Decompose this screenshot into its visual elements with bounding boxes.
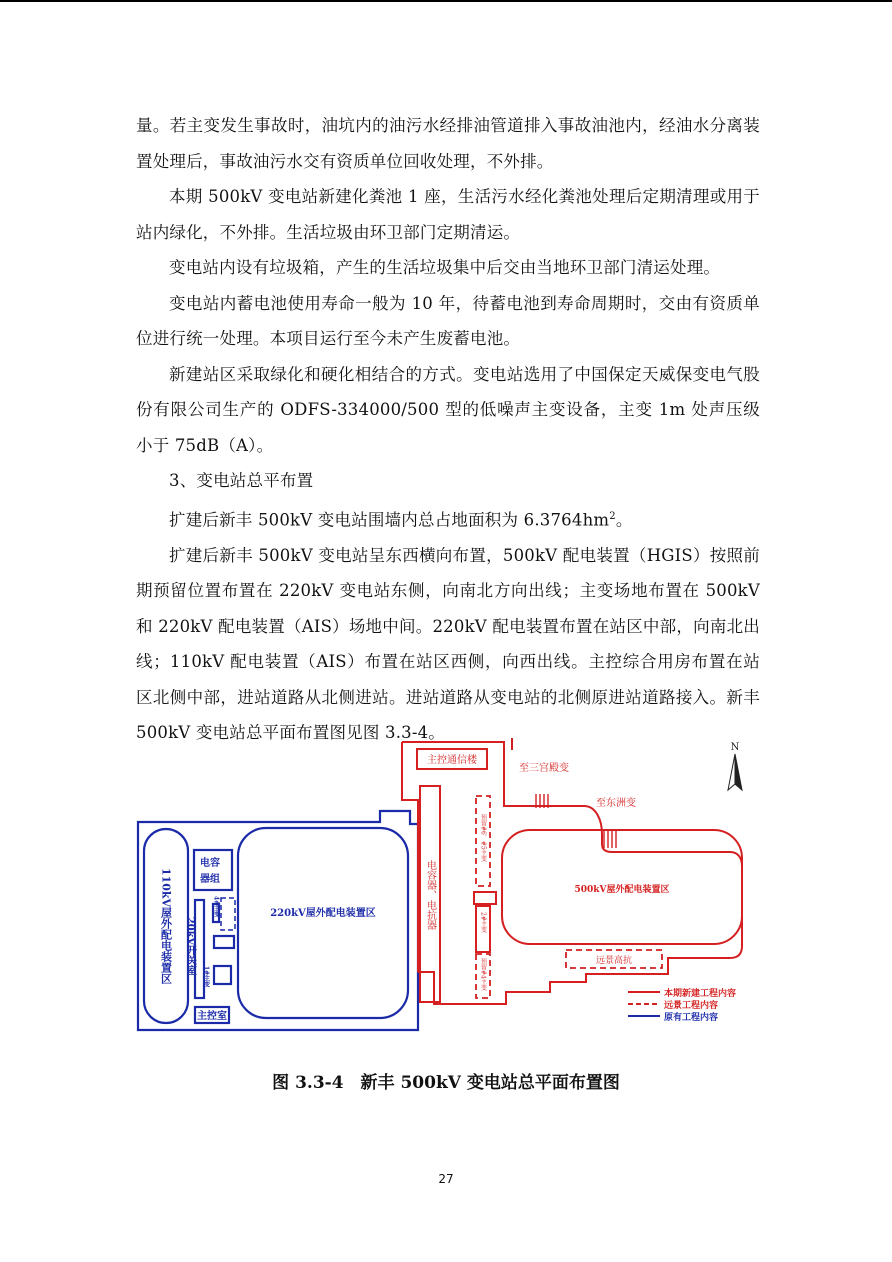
area-text: 扩建后新丰 500kV 变电站围墙内总占地面积为 6.3764hm — [169, 510, 610, 529]
kv220-area-label: 220kV屋外配电装置区 — [270, 908, 376, 919]
section-heading: 3、变电站总平布置 — [169, 471, 314, 490]
new-site-boundary — [402, 742, 742, 1004]
main-control-building-label: 主控通信楼 — [427, 755, 477, 766]
paragraph-5: 新建站区采取绿化和硬化相结合的方式。变电站选用了中国保定天威保变电气股份有限公司生产的 ODFS-334000/500 型的低噪声主变设备，主变 1m 处声压级小于 75dB（A）。 — [136, 364, 760, 455]
area-paragraph — [136, 499, 760, 538]
main-control-room-label: 主控室 — [197, 1011, 227, 1022]
kv220-area-outline — [238, 828, 408, 1018]
transformer-1-box — [214, 966, 231, 984]
header-rule — [0, 0, 892, 2]
west-boundary-segment — [402, 742, 418, 972]
transformer-4-label: 4#主变 — [212, 896, 220, 918]
legend-label-future: 远景工程内容 — [664, 1001, 719, 1011]
reserved-transformer-box — [221, 898, 235, 930]
to-sanyin-label: 至三宫殿变 — [519, 763, 569, 774]
reserved-5-6-label: 预留#6、#5主变 — [479, 814, 487, 862]
kv20-switchroom-label: 20kV开关室 — [184, 916, 196, 976]
north-label: N — [730, 742, 740, 753]
body-text — [136, 108, 760, 751]
future-high-resist-label: 远景高抗 — [595, 956, 633, 966]
capacitor-group-label-2: 器组 — [200, 874, 220, 885]
legend-label-new: 本期新建工程内容 — [664, 989, 737, 999]
area-exponent: 2 — [609, 510, 616, 522]
legend — [628, 987, 736, 1023]
paragraph-3: 变电站内设有垃圾箱，产生的生活垃圾集中后交由当地环卫部门清运处理。 — [169, 258, 721, 277]
paragraph-2: 本期 500kV 变电站新建化粪池 1 座，生活污水经化粪池处理后定期清理或用于站内绿化，不外排。生活垃圾由环卫部门定期清运。 — [136, 187, 760, 242]
legend-label-existing: 原有工程内容 — [664, 1013, 719, 1023]
transformer-link-box — [474, 892, 496, 904]
kv500-area-label: 500kV屋外配电装置区 — [574, 885, 670, 895]
paragraph-1: 量。若主变发生事故时，油坑内的油污水经排油管道排入事故油池内，经油水分离装置处理后，事故油污水交有资质单位回收处理，不外排。 — [136, 116, 760, 171]
substation-layout-figure — [134, 734, 766, 1034]
to-dongzhou-label: 至东洲变 — [596, 798, 636, 809]
capacitor-group-label-1: 电容 — [200, 858, 220, 869]
capacitor-reactor-label: 电容器、电抗器 — [424, 860, 436, 930]
layout-paragraph: 扩建后新丰 500kV 变电站呈东西横向布置，500kV 配电装置（HGIS）按照前期预留位置布置在 220kV 变电站东侧，向南北方向出线；主变场地布置在 500kV 和 220kV 配电装置（AIS）场地中间。220kV 配电装置布置在站区中部，向南北出线；110kV 配电装置（AIS）布置在站区西侧，向西出线。主控综合用房布置在站区北侧中部，进站道路从北侧进站。进站道路从变电站的北侧原进站道路接入。新丰 500kV 变电站总平面布置图见图 3.3-4。 — [136, 545, 760, 742]
north-arrow — [728, 742, 742, 790]
paragraph-4: 变电站内蓄电池使用寿命一般为 10 年，待蓄电池到寿命周期时，交由有资质单位进行统一处理。本项目运行至今未产生废蓄电池。 — [136, 293, 760, 348]
kv110-area-label: 110kV屋外配电装置区 — [159, 867, 173, 985]
transformer-3-box — [214, 936, 234, 948]
transformer-1-label: 1#主变 — [202, 966, 210, 988]
north-arrow-right — [728, 754, 735, 790]
figure-caption: 图 3.3-4 新丰 500kV 变电站总平面布置图 — [272, 1073, 620, 1093]
line-outlet-dongzhou — [604, 830, 616, 848]
existing-site-boundary — [138, 811, 418, 1030]
page-number: 27 — [438, 1172, 454, 1186]
transformer-2-label: 2#主变 — [479, 912, 487, 933]
area-suffix: 。 — [615, 510, 633, 529]
north-arrow-left — [735, 754, 742, 790]
reserved-4-label: 预留#4主变 — [479, 958, 487, 991]
